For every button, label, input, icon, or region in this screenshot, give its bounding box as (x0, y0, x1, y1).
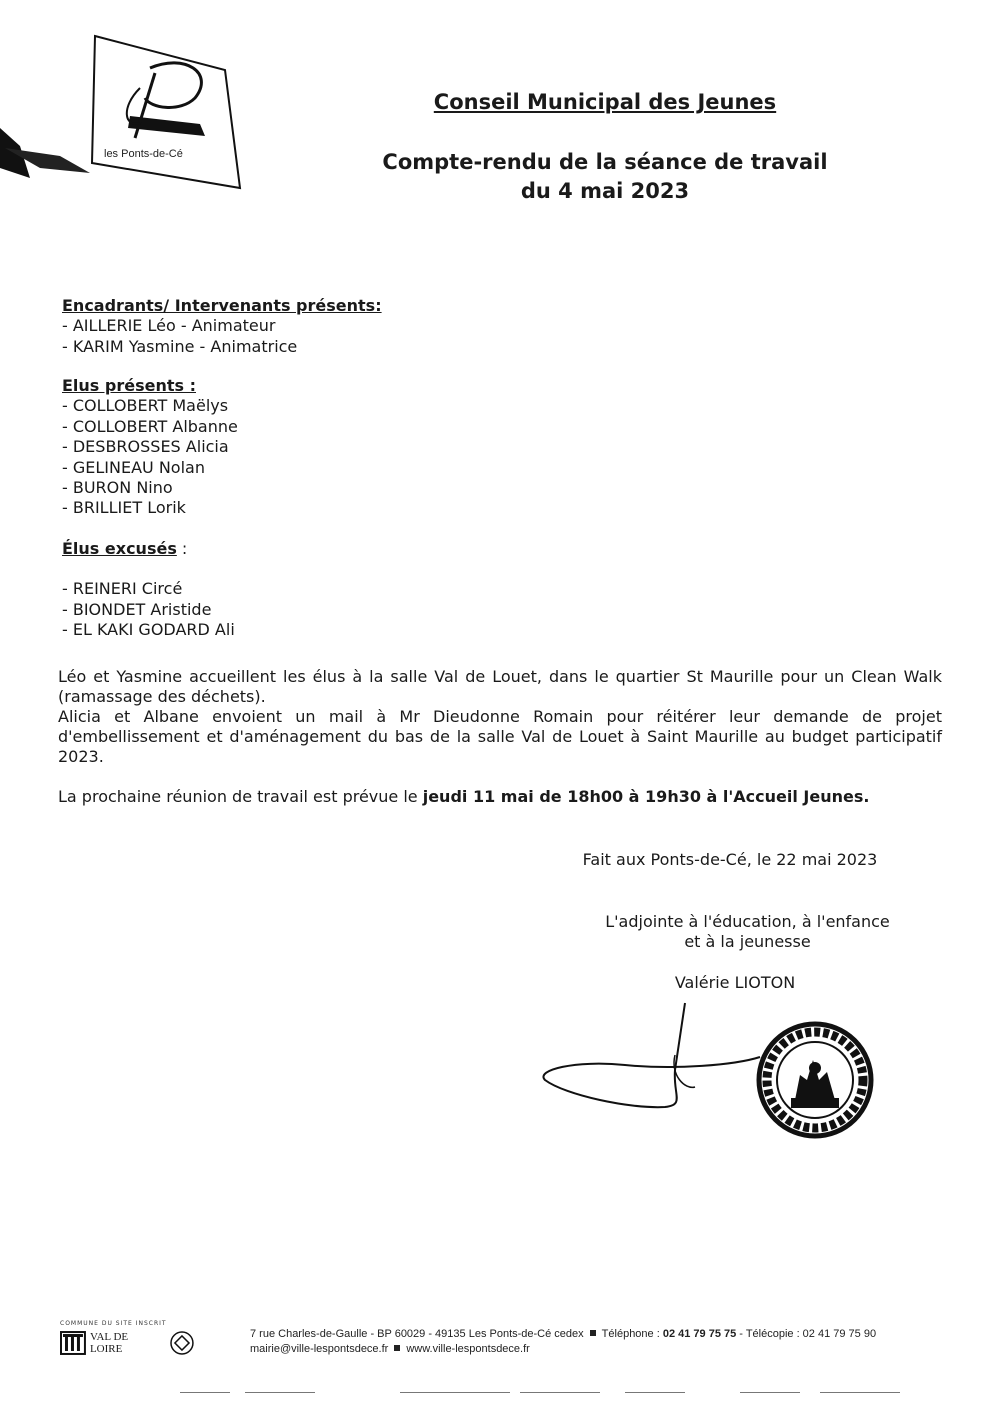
list-item: - AILLERIE Léo - Animateur (62, 316, 276, 336)
place-date: Fait aux Ponts-de-Cé, le 22 mai 2023 (582, 850, 878, 869)
elus-presents-section (62, 376, 238, 519)
signatory-role (590, 912, 905, 952)
elus-excuses-list (62, 579, 235, 640)
list-item: - COLLOBERT Albanne (62, 416, 238, 436)
elus-excuses-suffix: : (176, 539, 188, 558)
list-item: - GELINEAU Nolan (62, 457, 205, 477)
elus-excuses-title: Élus excusés (62, 539, 177, 558)
list-item: - KARIM Yasmine - Animatrice (62, 336, 298, 356)
val-de-loire-logo (60, 1320, 195, 1360)
list-item: - REINERI Circé (62, 579, 183, 599)
signatory-name: Valérie LIOTON (674, 973, 796, 992)
unesco-icon (60, 1331, 86, 1355)
encadrants-list (62, 316, 382, 357)
handwritten-signature (535, 995, 765, 1135)
paragraph-activity: Léo et Yasmine accueillent les élus à la salle Val de Louet, dans le quartier St Maurille pour un Clean Walk (ramassage des déchets). (58, 667, 942, 706)
scan-artifact (400, 1392, 510, 1393)
subtitle-line-1: Compte-rendu de la séance de travail (382, 150, 828, 174)
footer-website[interactable]: www.ville-lespontsdece.fr (406, 1343, 530, 1355)
next-meeting-date: jeudi 11 mai de 18h00 à 19h30 à l'Accueil Jeunes. (422, 787, 870, 806)
footer-fax: - Télécopie : 02 41 79 75 90 (739, 1328, 877, 1340)
encadrants-section (62, 296, 382, 357)
footer-line-1 (250, 1327, 876, 1342)
footer-address: 7 rue Charles-de-Gaulle - BP 60029 - 49135 Les Ponts-de-Cé cedex (250, 1328, 584, 1340)
subtitle-line-2: du 4 mai 2023 (520, 179, 690, 203)
scan-artifact (180, 1392, 230, 1393)
official-stamp (755, 1020, 875, 1140)
next-meeting-prefix: La prochaine réunion de travail est prévue le (58, 787, 423, 806)
document-title: Conseil Municipal des Jeunes (433, 90, 777, 114)
list-item: - BRILLIET Lorik (62, 498, 186, 518)
role-line-1: L'adjointe à l'éducation, à l'enfance (605, 912, 890, 931)
footer-logo-top: COMMUNE DU SITE INSCRIT (60, 1320, 167, 1327)
footer-logo-main: VAL DE LOIRE (89, 1331, 129, 1355)
footer-contact (250, 1327, 876, 1357)
elus-excuses-heading (62, 539, 235, 559)
square-bullet-icon (394, 1345, 400, 1351)
list-item: - EL KAKI GODARD Ali (62, 620, 235, 640)
list-item: - BIONDET Aristide (62, 599, 212, 619)
encadrants-title: Encadrants/ Intervenants présents: (62, 296, 382, 315)
list-item: - BURON Nino (62, 478, 173, 498)
scan-artifact (520, 1392, 600, 1393)
list-item: - COLLOBERT Maëlys (62, 396, 229, 416)
scan-artifact (245, 1392, 315, 1393)
footer-line-2 (250, 1342, 876, 1357)
scan-artifact (820, 1392, 900, 1393)
list-item: - DESBROSSES Alicia (62, 437, 229, 457)
heritage-emblem-icon (169, 1330, 195, 1356)
body-text (58, 667, 942, 807)
elus-excuses-section (62, 539, 235, 641)
logo-text: les Ponts-de-Cé (104, 148, 183, 160)
paragraph-next-meeting (58, 787, 942, 807)
elus-presents-list (62, 396, 238, 518)
square-bullet-icon (590, 1330, 596, 1336)
city-logo (0, 28, 245, 198)
elus-presents-title: Elus présents : (62, 376, 196, 395)
scan-artifact (625, 1392, 685, 1393)
document-subtitle (300, 148, 910, 206)
role-line-2: et à la jeunesse (684, 932, 811, 951)
footer-phone: 02 41 79 75 75 (662, 1328, 737, 1340)
scan-artifact (740, 1392, 800, 1393)
footer-email[interactable]: mairie@ville-lespontsdece.fr (250, 1343, 389, 1355)
paragraph-request: Alicia et Albane envoient un mail à Mr Dieudonne Romain pour réitérer leur demande de projet d'embellissement et d'aménagement du bas de la salle Val de Louet à Saint Maurille au budget participatif 2023. (58, 707, 942, 766)
footer-phone-label: Téléphone : (601, 1328, 663, 1340)
